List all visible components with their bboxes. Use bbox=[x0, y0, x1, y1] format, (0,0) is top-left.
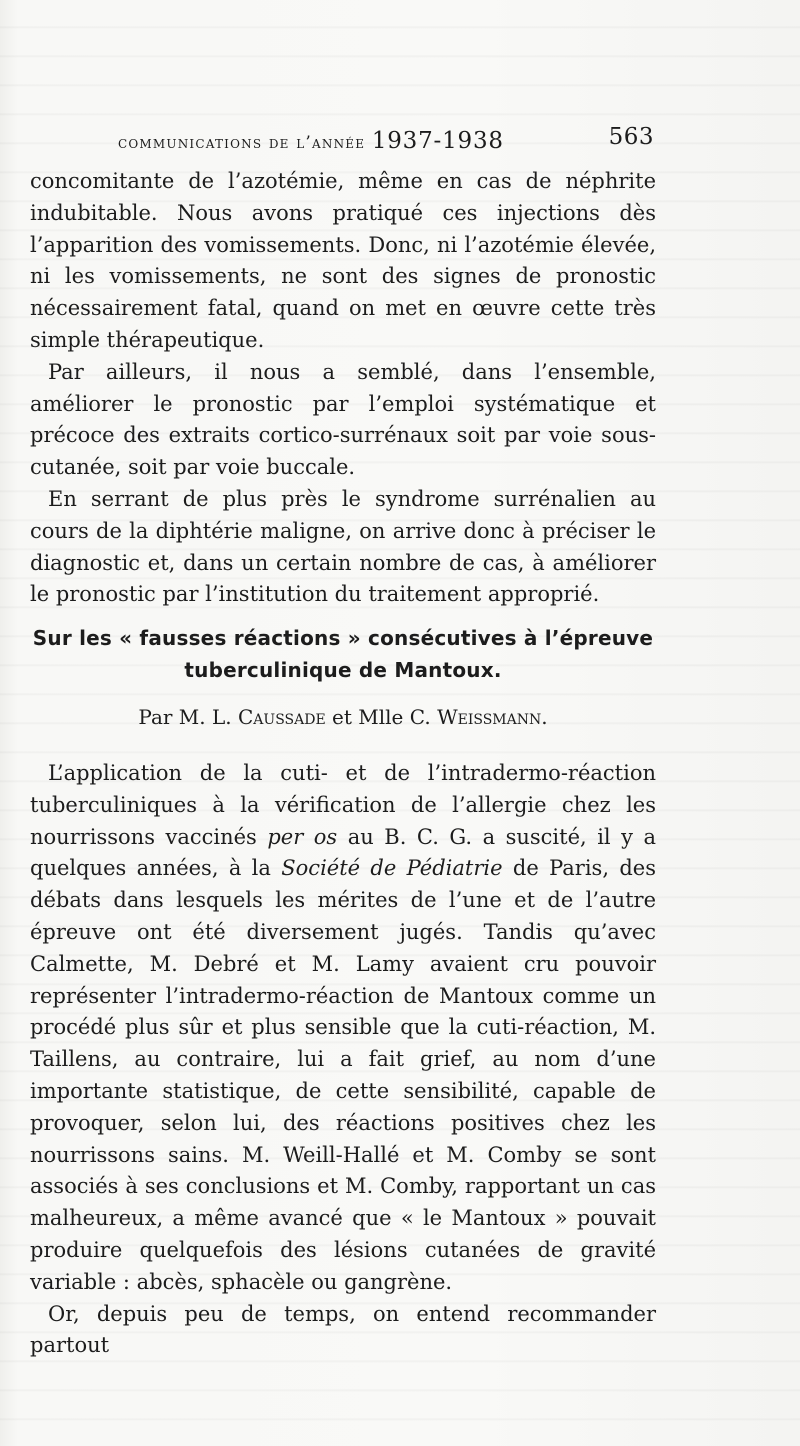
byline-prefix: Par M. L. bbox=[138, 705, 232, 729]
article-byline bbox=[30, 703, 656, 731]
article-title: Sur les « fausses réactions » consécutives à l’épreuve tuberculinique de Mantoux. bbox=[32, 626, 654, 682]
paragraph: En serrant de plus près le syndrome surrénalien au cours de la diphtérie maligne, on arrive donc à préciser le diagnostic et, dans un certain nombre de cas, à améliorer le pronostic par l’institution du traitement approprié. bbox=[30, 486, 656, 607]
running-title-text: communications de l’année bbox=[118, 133, 366, 153]
paragraph: Or, depuis peu de temps, on entend recommander partout bbox=[30, 1301, 656, 1358]
page-header bbox=[118, 124, 654, 156]
italic-phrase: per os bbox=[267, 824, 338, 849]
byline-middle: et Mlle C. bbox=[332, 705, 431, 729]
society-name: Société de Pédiatrie bbox=[281, 856, 503, 881]
running-title-years: 1937-1938 bbox=[371, 128, 504, 154]
article-body bbox=[30, 758, 656, 1362]
previous-article-conclusion bbox=[30, 166, 656, 611]
page-number: 563 bbox=[608, 124, 654, 150]
author-name: Caussade bbox=[237, 705, 326, 729]
paragraph: Par ailleurs, il nous a semblé, dans l’ensemble, améliorer le pronostic par l’emploi systématique et précoce des extraits cortico-surrénaux soit par voie sous-cutanée, soit par voie buccale. bbox=[30, 359, 656, 480]
paragraph-continued: concomitante de l’azotémie, même en cas de néphrite indubitable. Nous avons pratiqué ces injections dès l’apparition des vomissements. Donc, ni l’azotémie élevée, ni les vomissements, ne sont des signes de pronostic nécessairement fatal, quand on met en œuvre cette très simple thérapeutique. bbox=[30, 169, 656, 352]
paragraph-text: au B. C. G. a suscité, il y a quelques années, à la bbox=[30, 824, 657, 881]
paragraph bbox=[30, 758, 656, 1299]
paragraph-text: L’application de la cuti- et de l’intradermo-réaction tuberculiniques à la vérification de l’allergie chez les nourrissons vaccinés bbox=[30, 761, 656, 849]
paragraph-text: de Paris, des débats dans lesquels les mérites de l’une et de l’autre épreuve ont été diversement jugés. Tandis qu’avec Calmette, M. Debré et M. Lamy avaient cru pouvoir représenter l’intradermo-réaction de Mantoux comme un procédé plus sûr et plus sensible que la cuti-réaction, M. Taillens, au contraire, lui a fait grief, au nom d’une importante statistique, de cette sensibilité, capable de provoquer, selon lui, des réactions positives chez les nourrissons sains. M. Weill-Hallé et M. Comby se sont associés à ses conclusions et M. Comby, rapportant un cas malheureux, a même avancé que « le Mantoux » pouvait produire quelquefois des lésions cutanées de gravité variable : abcès, sphacèle ou gangrène. bbox=[30, 856, 656, 1294]
author-name: Weissmann. bbox=[437, 705, 548, 729]
running-title bbox=[118, 128, 504, 154]
